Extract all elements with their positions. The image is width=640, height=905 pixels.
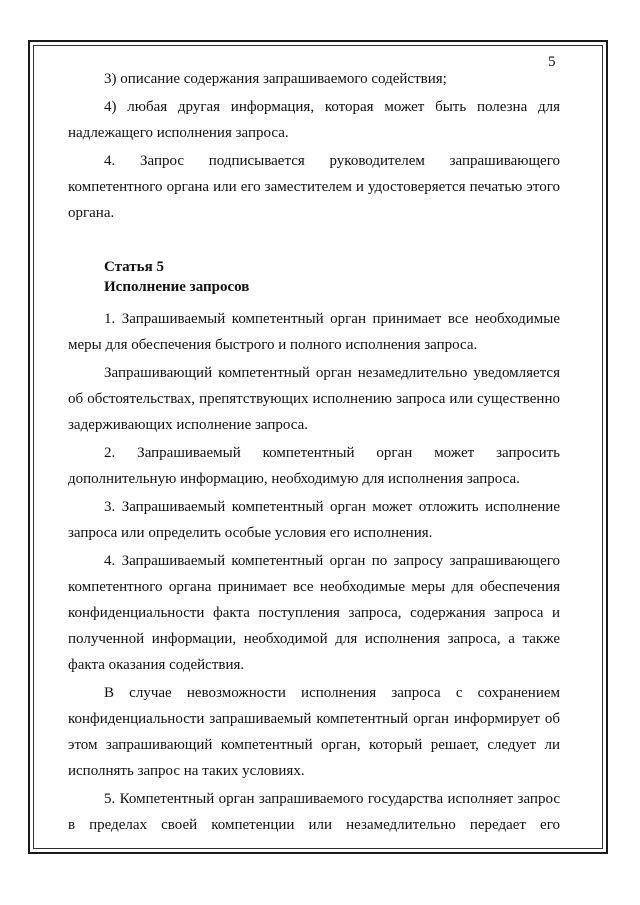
paragraph-item-4: 4) любая другая информация, которая может быть полезна для надлежащего исполнения запроса. [68,99,560,141]
paragraph-signature: 4. Запрос подписывается руководителем запрашивающего компетентного органа или его заместителем и удостоверяется печатью этого органа. [68,153,560,221]
article-title: Исполнение запросов [104,279,250,295]
paragraph-item-3: 3) описание содержания запрашиваемого содействия; [104,71,447,87]
document-body [68,66,560,840]
article-paragraph-1-note: Запрашивающий компетентный орган незамедлительно уведомляется об обстоятельствах, препятствующих исполнению запроса или существенно задерживающих исполнение запроса. [68,365,560,433]
article-heading [68,258,560,296]
article-paragraph-5: 5. Компетентный орган запрашиваемого государства исполняет запрос в пределах своей компетенции или незамедлительно передает его [68,791,560,833]
article-paragraph-1: 1. Запрашиваемый компетентный орган принимает все необходимые меры для обеспечения быстрого и полного исполнения запроса. [68,311,560,353]
article-paragraph-3: 3. Запрашиваемый компетентный орган может отложить исполнение запроса или определить особые условия его исполнения. [68,499,560,541]
article-paragraph-2: 2. Запрашиваемый компетентный орган может запросить дополнительную информацию, необходимую для исполнения запроса. [68,445,560,487]
page-number: 5 [548,54,556,70]
article-paragraph-4-note: В случае невозможности исполнения запроса с сохранением конфиденциальности запрашиваемый компетентный орган информирует об этом запрашивающий компетентный орган, который решает, следует ли исполнять запрос на таких условиях. [68,685,560,779]
article-paragraph-4: 4. Запрашиваемый компетентный орган по запросу запрашивающего компетентного органа принимает все необходимые меры для обеспечения конфиденциальности факта поступления запроса, содержания запроса и полученной информации, необходимой для исполнения запроса, а также факта оказания содействия. [68,553,560,673]
article-number: Статья 5 [104,259,164,275]
